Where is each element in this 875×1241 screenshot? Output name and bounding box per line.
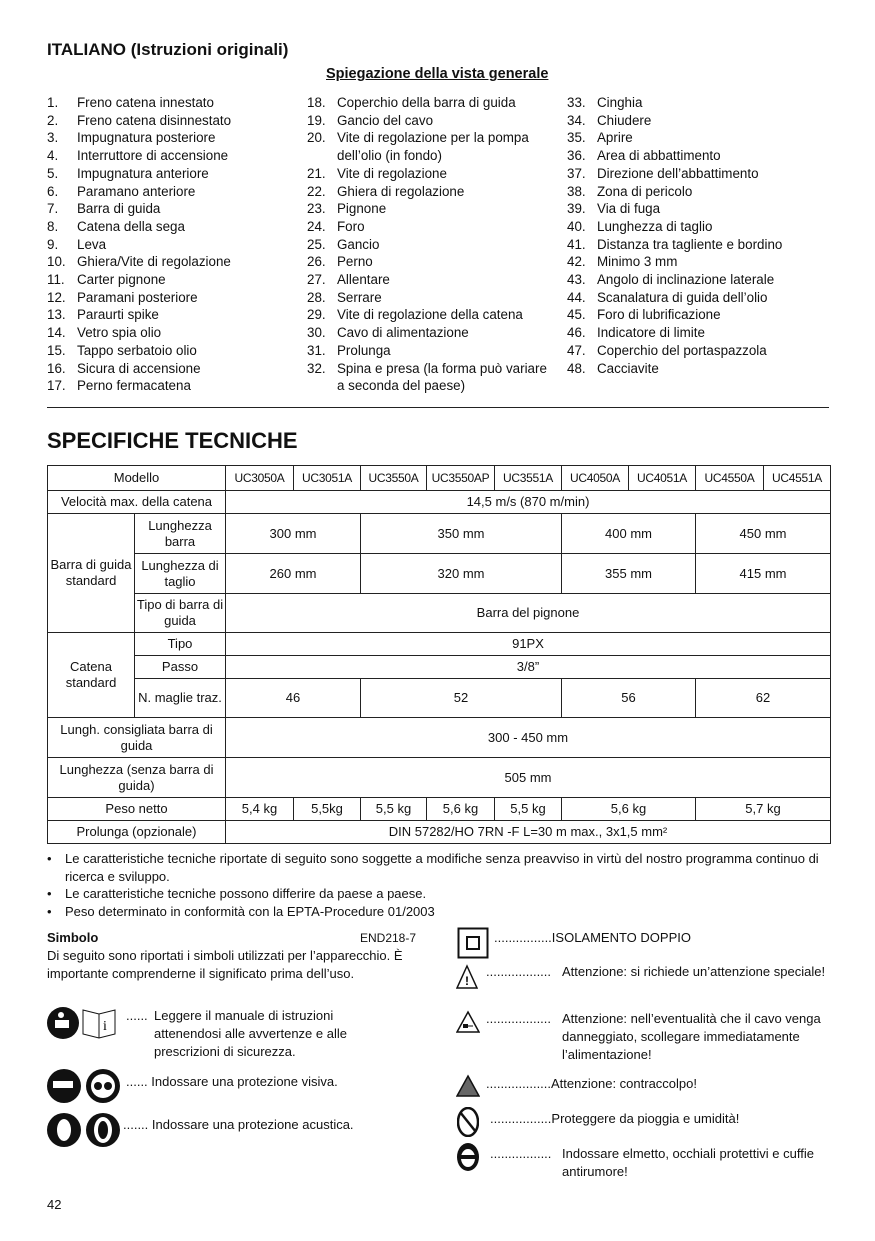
part-item bbox=[567, 360, 832, 378]
part-label: Barra di guida bbox=[77, 201, 161, 217]
value: 56 bbox=[562, 679, 696, 718]
part-number: 15. bbox=[47, 342, 66, 358]
part-item bbox=[307, 236, 552, 254]
eye-protection-icon bbox=[47, 1068, 122, 1104]
part-number: 31. bbox=[307, 342, 326, 358]
part-number: 7. bbox=[47, 201, 59, 217]
parts-list-3 bbox=[567, 94, 832, 377]
part-number: 25. bbox=[307, 236, 326, 252]
part-number: 14. bbox=[47, 325, 66, 341]
part-item bbox=[47, 342, 297, 360]
part-number: 45. bbox=[567, 307, 586, 323]
part-item bbox=[47, 271, 297, 289]
part-item bbox=[567, 112, 832, 130]
model: UC3551A bbox=[495, 466, 562, 491]
divider bbox=[47, 407, 829, 408]
part-number: 21. bbox=[307, 165, 326, 181]
part-number: 40. bbox=[567, 218, 586, 234]
part-number: 33. bbox=[567, 95, 586, 110]
value: 320 mm bbox=[361, 554, 562, 594]
part-number: 35. bbox=[567, 130, 586, 146]
part-number: 10. bbox=[47, 254, 66, 270]
part-label: Via di fuga bbox=[597, 201, 661, 217]
part-item bbox=[307, 183, 552, 201]
part-item bbox=[47, 183, 297, 201]
part-item bbox=[47, 218, 297, 236]
value: 300 - 450 mm bbox=[226, 718, 831, 758]
part-number: 24. bbox=[307, 218, 326, 234]
part-label: Minimo 3 mm bbox=[597, 254, 678, 270]
part-number: 29. bbox=[307, 307, 326, 323]
symbol-eye-protection: ...... Indossare una protezione visiva. bbox=[126, 1074, 338, 1089]
part-label: Sicura di accensione bbox=[77, 360, 201, 376]
part-label: Tappo serbatoio olio bbox=[77, 342, 197, 358]
part-label: Paramani posteriore bbox=[77, 289, 198, 305]
part-number: 1. bbox=[47, 95, 59, 110]
part-label: Ghiera/Vite di regolazione bbox=[77, 254, 231, 270]
part-label: Paramano anteriore bbox=[77, 183, 196, 199]
value: 450 mm bbox=[696, 514, 831, 554]
value: 350 mm bbox=[361, 514, 562, 554]
specs-table bbox=[47, 465, 831, 844]
value: Barra del pignone bbox=[226, 594, 831, 633]
part-item bbox=[567, 147, 832, 165]
part-item bbox=[567, 200, 832, 218]
part-number: 20. bbox=[307, 130, 326, 146]
model: UC4551A bbox=[764, 466, 831, 491]
model: UC4051A bbox=[629, 466, 696, 491]
part-label: Scanalatura di guida dell’olio bbox=[597, 289, 768, 305]
value: DIN 57282/HO 7RN -F L=30 m max., 3x1,5 mm² bbox=[226, 821, 831, 844]
part-number: 36. bbox=[567, 148, 586, 164]
part-label: Gancio del cavo bbox=[337, 112, 434, 128]
part-item bbox=[567, 94, 832, 112]
part-label: Interruttore di accensione bbox=[77, 148, 229, 164]
part-label: Impugnatura posteriore bbox=[77, 130, 216, 146]
part-number: 37. bbox=[567, 165, 586, 181]
symbol-kickback: ..................Attenzione: contraccolpo! bbox=[486, 1076, 697, 1091]
part-item bbox=[47, 147, 297, 165]
part-label: Allentare bbox=[337, 272, 390, 288]
value: 52 bbox=[361, 679, 562, 718]
overview-title: Spiegazione della vista generale bbox=[326, 66, 549, 82]
part-item bbox=[47, 112, 297, 130]
part-label: Vite di regolazione della catena bbox=[337, 307, 523, 323]
part-number: 28. bbox=[307, 289, 326, 305]
part-item bbox=[567, 306, 832, 324]
part-item bbox=[307, 218, 552, 236]
part-number: 19. bbox=[307, 112, 326, 128]
symbol-helmet: ................. Indossare elmetto, occhiali protettivi e cuffie antirumore! bbox=[490, 1146, 814, 1179]
label: Prolunga (opzionale) bbox=[48, 821, 226, 844]
symbol-attention: .................. Attenzione: si richiede un’attenzione speciale! bbox=[486, 964, 826, 979]
part-number: 27. bbox=[307, 272, 326, 288]
part-item bbox=[567, 165, 832, 183]
value: 355 mm bbox=[562, 554, 696, 594]
parts-list-1 bbox=[47, 94, 297, 395]
part-number: 32. bbox=[307, 360, 326, 376]
value: 400 mm bbox=[562, 514, 696, 554]
label: Passo bbox=[135, 656, 226, 679]
label: Tipo bbox=[135, 633, 226, 656]
part-item bbox=[307, 306, 552, 324]
part-item bbox=[47, 200, 297, 218]
part-item bbox=[307, 200, 552, 218]
symbol-double-insulation: ................ISOLAMENTO DOPPIO bbox=[494, 930, 691, 945]
part-item bbox=[567, 253, 832, 271]
part-label: Freno catena innestato bbox=[77, 95, 214, 110]
symbol-read-manual: ...... Leggere il manuale di istruzioni attenendosi alle avvertenze e alle prescrizioni di sicurezza. bbox=[126, 1008, 347, 1059]
part-label: Paraurti spike bbox=[77, 307, 159, 323]
part-number: 13. bbox=[47, 307, 66, 323]
part-label: Foro bbox=[337, 218, 365, 234]
part-item bbox=[567, 183, 832, 201]
value: 260 mm bbox=[226, 554, 361, 594]
part-item bbox=[307, 360, 552, 395]
part-item bbox=[307, 324, 552, 342]
part-label: Prolunga bbox=[337, 342, 391, 358]
label: Velocità max. della catena bbox=[48, 491, 226, 514]
part-number: 39. bbox=[567, 201, 586, 217]
part-item bbox=[307, 94, 552, 112]
part-item bbox=[307, 129, 552, 164]
part-number: 26. bbox=[307, 254, 326, 270]
part-number: 3. bbox=[47, 130, 59, 146]
part-item bbox=[567, 129, 832, 147]
model: UC4550A bbox=[696, 466, 764, 491]
part-number: 23. bbox=[307, 201, 326, 217]
part-item bbox=[567, 236, 832, 254]
value: 5,4 kg bbox=[226, 798, 294, 821]
part-number: 42. bbox=[567, 254, 586, 270]
specs-title: SPECIFICHE TECNICHE bbox=[47, 428, 298, 453]
label: Peso netto bbox=[48, 798, 226, 821]
page-number: 42 bbox=[47, 1197, 62, 1212]
part-number: 41. bbox=[567, 236, 586, 252]
part-label: Leva bbox=[77, 236, 107, 252]
part-item bbox=[307, 342, 552, 360]
value: 14,5 m/s (870 m/min) bbox=[226, 491, 831, 514]
part-number: 11. bbox=[47, 272, 65, 288]
part-item bbox=[47, 360, 297, 378]
value: 5,5 kg bbox=[495, 798, 562, 821]
part-label: Catena della sega bbox=[77, 218, 185, 234]
part-number: 5. bbox=[47, 165, 59, 181]
value: 300 mm bbox=[226, 514, 361, 554]
part-number: 18. bbox=[307, 95, 326, 110]
part-number: 17. bbox=[47, 378, 66, 394]
value: 3/8” bbox=[226, 656, 831, 679]
part-label: Foro di lubrificazione bbox=[597, 307, 721, 323]
value: 415 mm bbox=[696, 554, 831, 594]
note: Le caratteristiche tecniche riportate di seguito sono soggette a modifiche senza preavviso in virtù del nostro programma continuo di ricerca e sviluppo. bbox=[65, 851, 819, 884]
part-number: 9. bbox=[47, 236, 59, 252]
value: 5,6 kg bbox=[427, 798, 495, 821]
part-label: Freno catena disinnestato bbox=[77, 112, 232, 128]
label: Lunghezza barra bbox=[135, 514, 226, 554]
part-label: Distanza tra tagliente e bordino bbox=[597, 236, 783, 252]
part-label: Cinghia bbox=[597, 95, 643, 110]
label: N. maglie traz. bbox=[135, 679, 226, 718]
part-number: 34. bbox=[567, 112, 586, 128]
part-label: Coperchio del portaspazzola bbox=[597, 342, 767, 358]
part-label: Serrare bbox=[337, 289, 382, 305]
part-label: Vite di regolazione per la pompa dell’olio (in fondo) bbox=[337, 130, 529, 164]
symbol-hearing-protection: ....... Indossare una protezione acustica. bbox=[123, 1117, 354, 1132]
part-number: 8. bbox=[47, 218, 59, 234]
part-item bbox=[47, 129, 297, 147]
part-label: Lunghezza di taglio bbox=[597, 218, 713, 234]
double-insulation-icon bbox=[457, 927, 489, 959]
part-item bbox=[47, 377, 297, 395]
part-label: Carter pignone bbox=[77, 272, 166, 288]
part-label: Angolo di inclinazione laterale bbox=[597, 272, 775, 288]
value: 91PX bbox=[226, 633, 831, 656]
unplug-warning-icon bbox=[456, 1010, 480, 1034]
label: Barra di guida standard bbox=[48, 514, 135, 633]
symbols-title: Simbolo bbox=[47, 930, 99, 945]
part-label: Coperchio della barra di guida bbox=[337, 95, 516, 110]
value: 5,6 kg bbox=[562, 798, 696, 821]
warning-icon bbox=[456, 964, 478, 990]
model: UC4050A bbox=[562, 466, 629, 491]
part-label: Gancio bbox=[337, 236, 380, 252]
part-label: Zona di pericolo bbox=[597, 183, 693, 199]
model: UC3550AP bbox=[427, 466, 495, 491]
symbol-cable-damage: .................. Attenzione: nell’eventualità che il cavo venga danneggiato, scollegare immediatamente l’alimentazione! bbox=[486, 1011, 821, 1062]
part-item bbox=[567, 218, 832, 236]
svg-text:i: i bbox=[103, 1019, 107, 1034]
part-item bbox=[307, 165, 552, 183]
part-number: 46. bbox=[567, 325, 586, 341]
label: Modello bbox=[48, 466, 226, 491]
part-number: 22. bbox=[307, 183, 326, 199]
label: Lunghezza di taglio bbox=[135, 554, 226, 594]
part-number: 6. bbox=[47, 183, 59, 199]
part-item bbox=[47, 236, 297, 254]
note: Le caratteristiche tecniche possono differire da paese a paese. bbox=[65, 886, 427, 901]
part-label: Cacciavite bbox=[597, 360, 659, 376]
part-item bbox=[47, 306, 297, 324]
value: 62 bbox=[696, 679, 831, 718]
part-label: Chiudere bbox=[597, 112, 652, 128]
part-item bbox=[307, 253, 552, 271]
model: UC3050A bbox=[226, 466, 294, 491]
part-number: 16. bbox=[47, 360, 66, 376]
helmet-goggles-earmuffs-icon bbox=[457, 1143, 479, 1171]
part-label: Vetro spia olio bbox=[77, 325, 162, 341]
value: 5,7 kg bbox=[696, 798, 831, 821]
read-manual-icon bbox=[47, 1006, 122, 1040]
part-item bbox=[47, 324, 297, 342]
part-label: Direzione dell’abbattimento bbox=[597, 165, 759, 181]
label: Tipo di barra di guida bbox=[135, 594, 226, 633]
part-label: Vite di regolazione bbox=[337, 165, 447, 181]
part-label: Pignone bbox=[337, 201, 387, 217]
language-heading: ITALIANO (Istruzioni originali) bbox=[47, 40, 289, 59]
symbol-rain: .................Proteggere da pioggia e umidità! bbox=[490, 1111, 740, 1126]
part-label: Spina e presa (la forma può variare a seconda del paese) bbox=[337, 360, 547, 394]
part-label: Indicatore di limite bbox=[597, 325, 705, 341]
part-item bbox=[567, 289, 832, 307]
part-number: 12. bbox=[47, 289, 66, 305]
part-label: Cavo di alimentazione bbox=[337, 325, 469, 341]
part-item bbox=[307, 271, 552, 289]
svg-text:!: ! bbox=[465, 974, 469, 988]
part-label: Aprire bbox=[597, 130, 633, 146]
part-number: 48. bbox=[567, 360, 586, 376]
part-label: Area di abbattimento bbox=[597, 148, 721, 164]
part-number: 43. bbox=[567, 272, 586, 288]
part-label: Impugnatura anteriore bbox=[77, 165, 209, 181]
part-item bbox=[567, 324, 832, 342]
part-number: 4. bbox=[47, 148, 59, 164]
value: 5,5 kg bbox=[361, 798, 427, 821]
part-number: 38. bbox=[567, 183, 586, 199]
part-number: 47. bbox=[567, 342, 586, 358]
part-item bbox=[567, 342, 832, 360]
part-number: 44. bbox=[567, 289, 586, 305]
part-label: Perno bbox=[337, 254, 373, 270]
part-item bbox=[307, 289, 552, 307]
kickback-warning-icon bbox=[456, 1074, 480, 1098]
part-item bbox=[47, 253, 297, 271]
part-item bbox=[47, 94, 297, 112]
part-number: 30. bbox=[307, 325, 326, 341]
value: 505 mm bbox=[226, 758, 831, 798]
label: Lungh. consigliata barra di guida bbox=[48, 718, 226, 758]
model: UC3051A bbox=[294, 466, 361, 491]
hearing-protection-icon bbox=[47, 1112, 122, 1148]
model: UC3550A bbox=[361, 466, 427, 491]
part-item bbox=[567, 271, 832, 289]
part-label: Perno fermacatena bbox=[77, 378, 191, 394]
part-item bbox=[47, 289, 297, 307]
label: Catena standard bbox=[48, 633, 135, 718]
part-label: Ghiera di regolazione bbox=[337, 183, 465, 199]
rain-protection-icon bbox=[457, 1107, 479, 1137]
label: Lunghezza (senza barra di guida) bbox=[48, 758, 226, 798]
row-models bbox=[48, 466, 831, 491]
note: Peso determinato in conformità con la EPTA-Procedure 01/2003 bbox=[65, 903, 435, 919]
symbols-intro: Di seguito sono riportati i simboli utilizzati per l’apparecchio. È importante comprenderne il significato prima dell’uso. bbox=[47, 948, 403, 981]
value: 46 bbox=[226, 679, 361, 718]
parts-list-2 bbox=[307, 94, 552, 395]
symbols-code: END218-7 bbox=[360, 931, 417, 945]
notes: • Le caratteristiche tecniche riportate di seguito sono soggette a modifiche senza preavviso in virtù del nostro programma continuo di ricerca e sviluppo. • Le caratteristiche tecniche possono differire da paese a paese. • Peso determinato in conformità con la EPTA-Procedure 01/2003 bbox=[47, 850, 837, 920]
part-number: 2. bbox=[47, 112, 59, 128]
part-item bbox=[47, 165, 297, 183]
value: 5,5kg bbox=[294, 798, 361, 821]
part-item bbox=[307, 112, 552, 130]
